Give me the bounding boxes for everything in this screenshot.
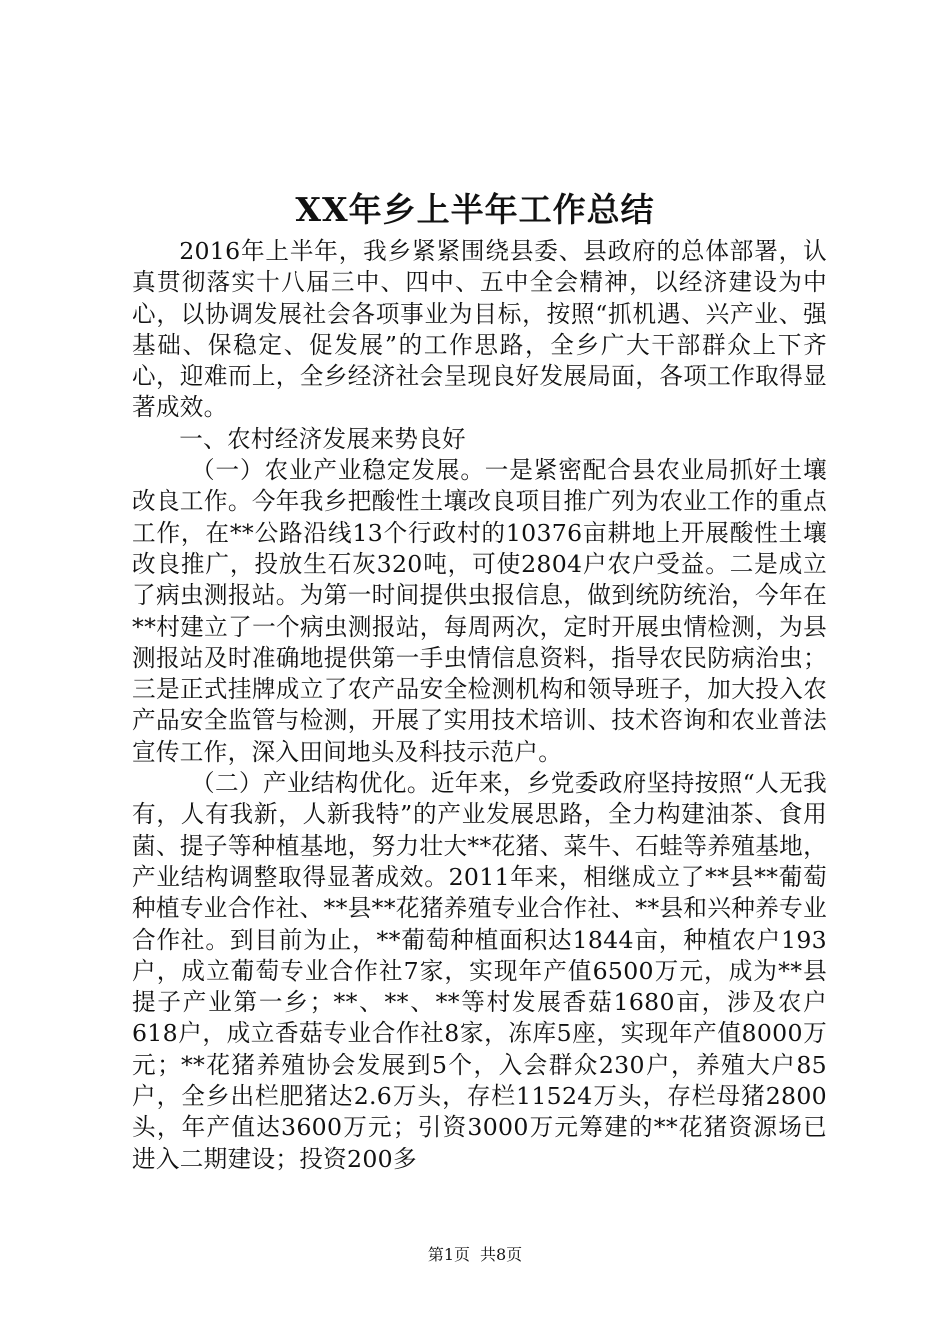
- paragraph-agriculture-industry: （一）农业产业稳定发展。一是紧密配合县农业局抓好土壤改良工作。今年我乡把酸性土壤改良项目推广列为农业工作的重点工作，在**公路沿线13个行政村的10376亩耕地上开展酸性土壤改良推广，投放生石灰320吨，可使2804户农户受益。二是成立了病虫测报站。为第一时间提供虫报信息，做到统防统治，今年在**村建立了一个病虫测报站，每周两次，定时开展虫情检测，为县测报站及时准确地提供第一手虫情信息资料，指导农民防病治虫；三是正式挂牌成立了农产品安全检测机构和领导班子，加大投入农产品安全监管与检测，开展了实用技术培训、技术咨询和农业普法宣传工作，深入田间地头及科技示范户。: [132, 456, 827, 766]
- section-heading-rural-economy: 一、农村经济发展来势良好: [179, 424, 466, 453]
- document-title: XX年乡上半年工作总结: [295, 190, 655, 229]
- page-number: 第1页: [427, 1245, 470, 1264]
- intro-paragraph: 2016年上半年，我乡紧紧围绕县委、县政府的总体部署，认真贯彻落实十八届三中、四中、五中全会精神，以经济建设为中心，以协调发展社会各项事业为目标，按照“抓机遇、兴产业、强基础、保稳定、促发展”的工作思路，全乡广大干部群众上下齐心，迎难而上，全乡经济社会呈现良好发展局面，各项工作取得显著成效。: [132, 237, 827, 422]
- page-footer: [0, 1244, 950, 1266]
- paragraph-industry-structure: （二）产业结构优化。近年来，乡党委政府坚持按照“人无我有，人有我新，人新我特”的产业发展思路，全力构建油茶、食用菌、提子等种植基地，努力壮大**花猪、菜牛、石蛙等养殖基地，产业结构调整取得显著成效。2011年来，相继成立了**县**葡萄种植专业合作社、**县**花猪养殖专业合作社、**县和兴种养专业合作社。到目前为止，**葡萄种植面积达1844亩，种植农户193户，成立葡萄专业合作社7家，实现年产值6500万元，成为**县提子产业第一乡；**、**、**等村发展香菇1680亩，涉及农户618户，成立香菇专业合作社8家，冻库5座，实现年产值8000万元；**花猪养殖协会发展到5个，入会群众230户，养殖大户85户，全乡出栏肥猪达2.6万头，存栏11524万头，存栏母猪2800头，年产值达3600万元；引资3000万元筹建的**花猪资源场已进入二期建设；投资200多: [132, 769, 827, 1173]
- page-total: 共8页: [480, 1245, 523, 1264]
- document-body: [132, 236, 827, 1175]
